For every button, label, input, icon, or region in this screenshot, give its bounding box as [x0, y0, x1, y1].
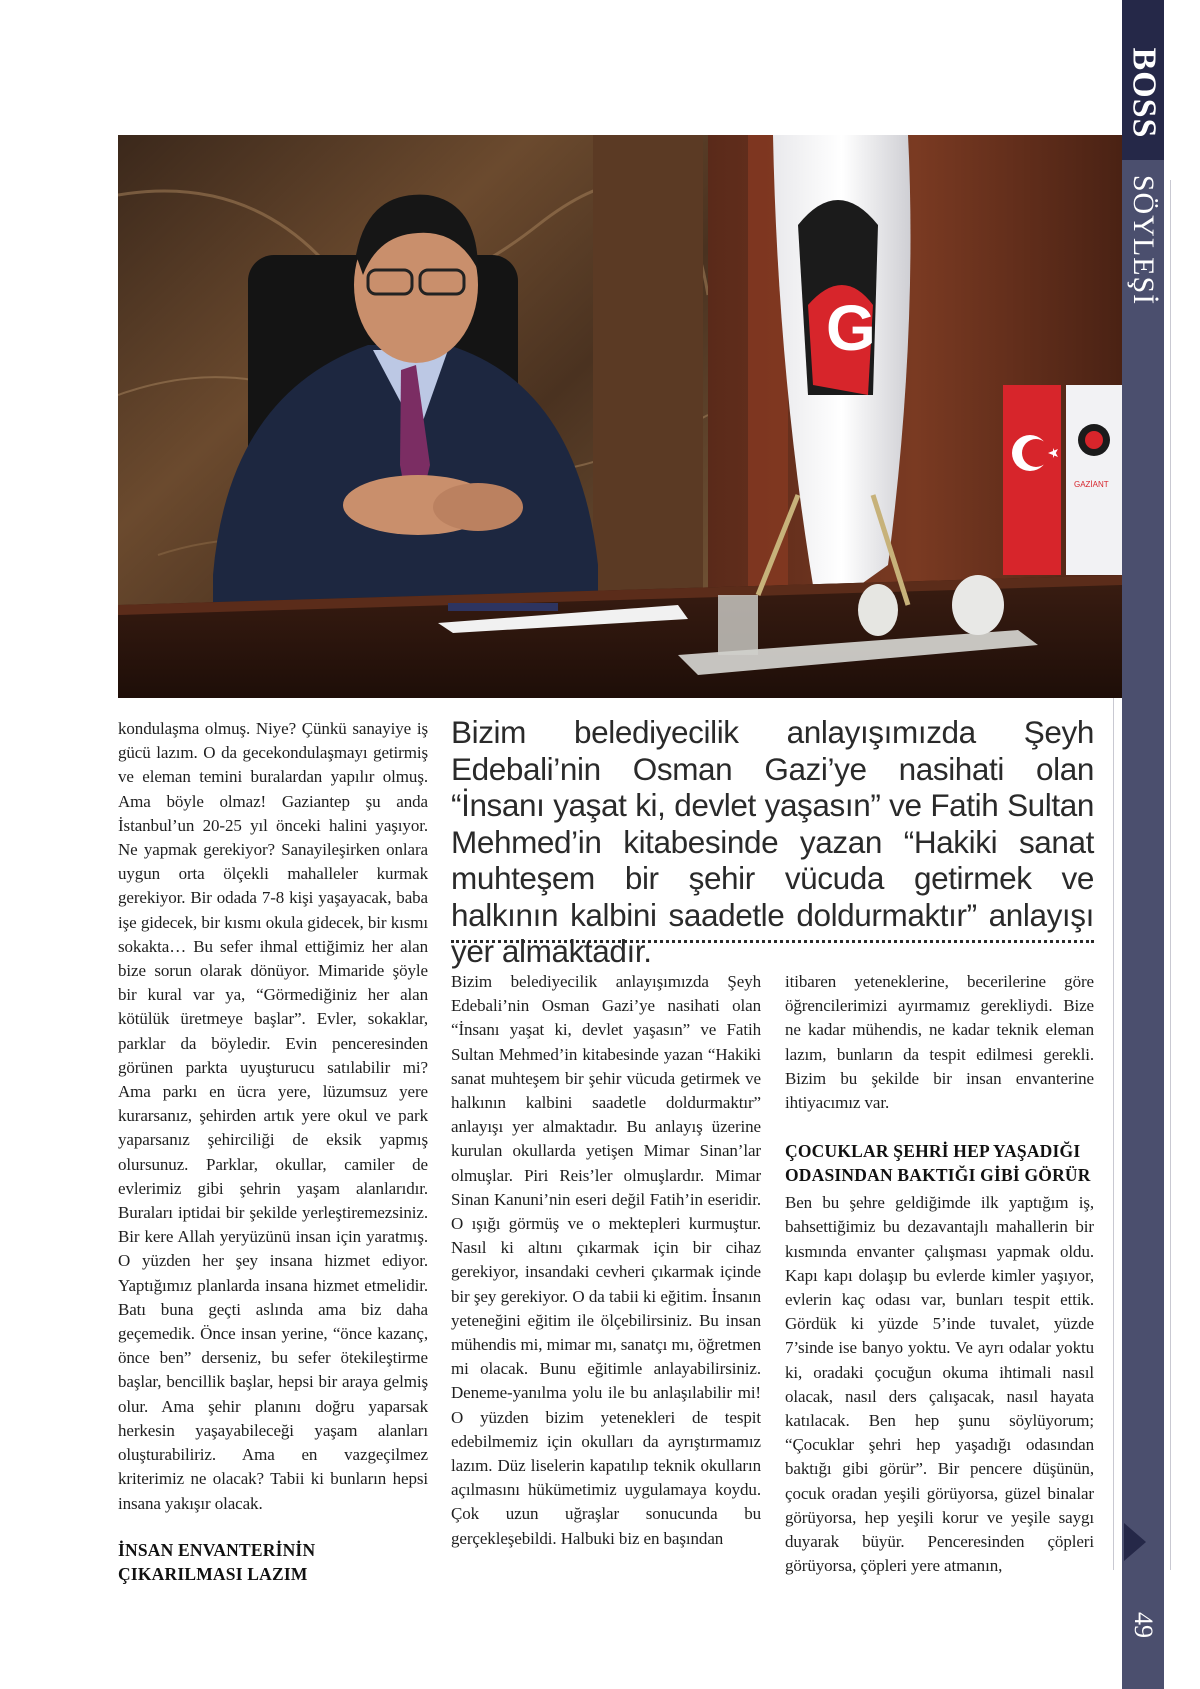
column-2-text: Bizim belediyecilik anlayışımızda Şeyh Edebali’nin Osman Gazi’ye nasihati olan “İnsanı yaşat ki, devlet yaşasın” ve Fatih Sultan Mehmed’in kitabesinde yazan “Hakiki sanat muhteşem bir şehir vücuda getirmek ve halkının kalbini saadetle doldurmaktır” anlayışı yer almaktadır. Bu anlayış üzerine kurulan okullarda yetişen Mimar Sinan’lar olmuşlar. Piri Reis’ler olmuşlardır. Mimar Sinan Kanuni’nin eseri değil Fatih’in eseridir. O ışığı görmüş ve o mektepleri kurmuştur. Nasıl ki altını çıkarmak için bir cihaz gerekiyor, insandaki cevheri çıkarmak içinde bir şey gerekiyor. O da tabii ki eğitim. İnsanın yeteneğini eğitim ile ölçebilirsiniz. Bu insan mühendis mi, mimar mı, sanatçı mı, öğretmen mi olacak. Bunu eğitimle anlayabilirsiniz. Deneme-yanılma yolu ile bu anlaşılabilir mi! O yüzden bizim yetenekleri de tespit edebilmemiz için okulları da ayrıştırmamız lazım. Düz liselerin kapatılıp teknik okulların açılmasını hükümetimiz uygulamaya koydu. Çok uzun uğraşlar sonucunda bu gerçekleşebildi. Halbuki biz en başından — [451, 972, 761, 1548]
subhead-insan-envanteri: İNSAN ENVANTERİNİN ÇIKARILMASI LAZIM — [118, 1539, 316, 1584]
svg-text:GAZİANT: GAZİANT — [1074, 480, 1109, 489]
column-3-text-2: Ben bu şehre geldiğimde ilk yaptığım iş, bahsettiğimiz bu dezavantajlı mahallerin bir kısmında envanter çalışması yapmak oldu. Kapı kapı dolaşıp bu evlerde kimler yaşıyor, evlerin kaç odası var, bunları tespit ettik. Gördük ki yüzde 5’inde tuvalet, yüzde 7’sinde ise banyo yoktu. Ve ayrı odalar yoktu ki, oradaki çocuğun okuma ihtimali nasıl olacak, nasıl ders çalışacak, nasıl hayata katılacak. Ben hep şunu söylüyorum; “Çocuklar şehri hep yaşadığı odasından baktığı gibi görür”. Bir pencere düşünün, çocuk oradan yeşili görüyorsa, güzel binalar görüyorsa, hep yeşili korur ve yeşile saygı duyarak büyür. Penceresinden çöpleri görüyorsa, çöpleri yere atmanın, — [785, 1193, 1094, 1576]
magazine-brand: BOSS — [1125, 47, 1163, 138]
article-column-3 — [785, 970, 1094, 1578]
pull-quote: Bizim belediyecilik anlayışımızda Şeyh Edebali’nin Osman Gazi’ye nasihati olan “İnsanı yaşat ki, devlet yaşasın” ve Fatih Sultan Mehmed’in kitabesinde yazan “Hakiki sanat muhteşem bir şehir vücuda getirmek ve halkının kalbini saadetle doldurmaktır” anlayışı yer almaktadır. — [451, 714, 1094, 969]
section-label: SÖYLEŞİ — [1127, 174, 1160, 306]
article-column-2 — [451, 970, 761, 1551]
interview-photo — [118, 135, 1122, 698]
column-1-text: kondulaşma olmuş. Niye? Çünkü sanayiye iş gücü lazım. O da gecekondulaşmayı getirmiş ve eleman temini buralardan yapılır olmuş. Ama böyle olmaz! Gaziantep şu anda İstanbul’un 20-25 yıl önceki halini yaşıyor. Ne yapmak gerekiyor? Sanayileşirken onlara uygun orta ölçekli mahalleler kurmak gerekiyor. Bir odada 7-8 kişi yaşayacak, baba işe gidecek, bir kısmı okula gidecek, bir kısmı sokakta… Bu sefer ihmal ettiğimiz her alan bize sorun olarak dönüyor. Mimaride şöyle bir kural var ya, “Görmediğiniz her alan kötülük üretmeye başlar”. Evler, sokaklar, parklar da böyledir. Evin penceresinden görünen parkta uyuşturucu satılabilir mi? Ama parkı en ücra yere, lüzumsuz yere kurarsanız, şehirden artık yere okul ve park yaparsanız şehirciliği de eksik yapmış olursunuz. Parklar, okullar, camiler de evlerimiz gibi şehrin yaşam alanlarıdır. Buraları iptidai bir şekilde yerleştiremezsiniz. Bir kere Allah yeryüzünü insan için yaratmış. O yüzden her şey insana hizmet ediyor. Yaptığımız planlarda insana hizmet etmelidir. Batı buna geçti aslında ama biz daha geçemedik. Önce insan yerine, “önce kazanç, önce ben” derseniz, bu sefer ötekileştirme başlar, bencillik başlar, hepsi bir araya gelmiş olur. Ama şehir planını doğru yaparsak herkesin yaşayabileceği yaşam alanları oluşturabiliriz. Ama en vazgeçilmez kriterimiz ne olacak? Tabii ki bunların hepsi insana yakışır olacak. — [118, 719, 428, 1513]
svg-text:G: G — [826, 292, 876, 364]
pull-quote-divider — [451, 940, 1094, 943]
page-number: 49 — [1129, 1612, 1158, 1638]
page-arrow-icon — [1124, 1523, 1146, 1561]
article-column-1 — [118, 717, 428, 1586]
side-rule-right — [1170, 180, 1171, 1570]
column-3-text: itibaren yeteneklerine, becerilerine göre öğrencilerimizi ayırmamız gerekliydi. Bize ne kadar mühendis, ne kadar teknik eleman lazım, bunların da tespit edilmesi gerekli. Bizim bu şekilde bir insan envanterine ihtiyacımız var. — [785, 972, 1094, 1113]
subhead-cocuklar-sehri: ÇOCUKLAR ŞEHRİ HEP YAŞADIĞI ODASINDAN BAKTIĞI GİBİ GÖRÜR — [785, 1141, 1091, 1186]
